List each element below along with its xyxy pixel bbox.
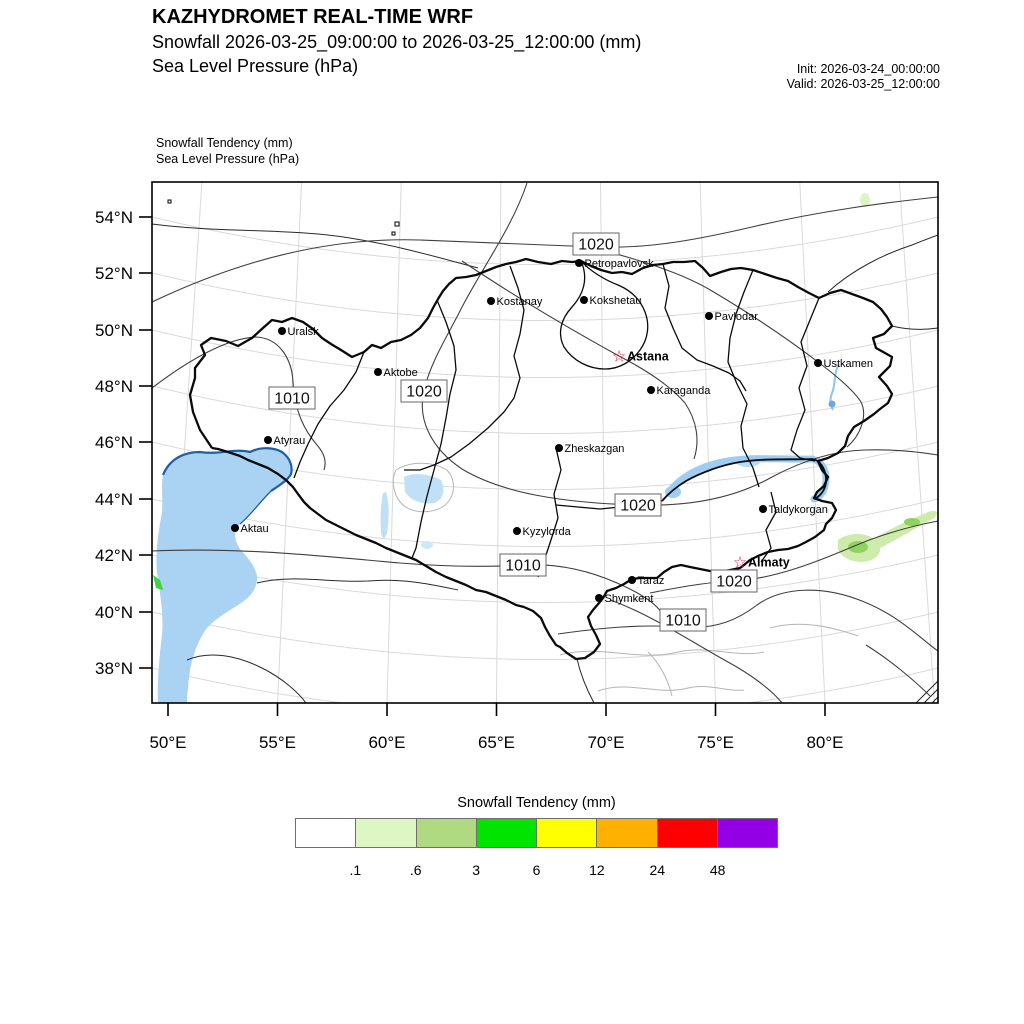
colorbar-tick-label: 6 — [532, 862, 541, 878]
init-time: Init: 2026-03-24_00:00:00 — [796, 62, 940, 76]
city-label: Shymkent — [604, 593, 654, 605]
colorbar-segment — [477, 818, 537, 848]
valid-time: Valid: 2026-03-25_12:00:00 — [786, 76, 940, 91]
graticule-parallel — [152, 330, 938, 378]
graticule-parallel — [152, 612, 938, 660]
lat-tick-label: 44°N — [95, 490, 133, 509]
aral-sea — [404, 474, 443, 503]
tiny-marks — [168, 200, 399, 235]
map-legend-line1: Snowfall Tendency (mm) — [156, 136, 293, 150]
pressure-label-text: 1020 — [716, 573, 752, 591]
city-label: Taraz — [637, 575, 665, 587]
subtitle-pressure: Sea Level Pressure (hPa) — [152, 56, 359, 76]
city-dot — [264, 436, 272, 444]
colorbar-segment — [597, 818, 657, 848]
contour-1020-north — [152, 197, 938, 302]
lon-tick-label: 70°E — [587, 733, 625, 752]
city-label: Almaty — [748, 555, 790, 570]
aral-sliver — [381, 492, 389, 538]
lat-tick-label: 54°N — [95, 208, 133, 227]
city-label: Kyzylorda — [522, 526, 571, 538]
lat-tick-label: 38°N — [95, 659, 133, 678]
city-dot — [595, 594, 603, 602]
lon-tick-label: 80°E — [806, 733, 844, 752]
colorbar-tick-label: 24 — [649, 862, 666, 878]
city-dot — [575, 259, 583, 267]
lat-tick-label: 46°N — [95, 433, 133, 452]
colorbar-tick-label: .6 — [409, 862, 422, 878]
city-label: Petropavlovsk — [584, 258, 654, 270]
subtitle-snowfall: Snowfall 2026-03-25_09:00:00 to 2026-03-25_12:00:00 (mm) — [152, 32, 642, 52]
lon-tick-label: 50°E — [149, 733, 187, 752]
lat-tick-label: 52°N — [95, 264, 133, 283]
city-dot — [555, 444, 563, 452]
city-label: Astana — [627, 349, 669, 364]
city-label: Karaganda — [656, 385, 711, 397]
city-label: Ustkamen — [823, 358, 874, 370]
city-dot — [374, 368, 382, 376]
city-dot — [759, 505, 767, 513]
city-label: Kostanay — [496, 296, 543, 308]
lat-tick-label: 40°N — [95, 603, 133, 622]
snow-streak-se-mid — [904, 518, 920, 526]
colorbar-tick-label: 48 — [709, 862, 726, 878]
city-label: Aktobe — [383, 367, 418, 379]
pressure-label-text: 1020 — [578, 236, 614, 254]
lon-tick-label: 65°E — [477, 733, 516, 752]
lon-tick-label: 75°E — [696, 733, 735, 752]
lake-zaysan — [829, 401, 836, 408]
graticule-parallel — [152, 217, 938, 265]
colorbar-segment — [295, 818, 356, 848]
graticule-parallel — [152, 668, 938, 716]
city-label: Zheskazgan — [564, 443, 625, 455]
pressure-label-text: 1010 — [274, 390, 310, 408]
city-markers — [231, 258, 873, 605]
city-label: Pavlodar — [714, 311, 758, 323]
colorbar-segment — [417, 818, 477, 848]
graticule-meridian — [387, 182, 401, 703]
city-dot — [647, 386, 655, 394]
lon-tick-label: 60°E — [368, 733, 406, 752]
colorbar-segment — [356, 818, 416, 848]
city-dot — [814, 359, 822, 367]
city-dot — [231, 524, 239, 532]
city-dot — [513, 527, 521, 535]
map-legend-line2: Sea Level Pressure (hPa) — [156, 151, 300, 166]
city-dot — [580, 296, 588, 304]
colorbar-tick-label: 12 — [589, 862, 605, 878]
pressure-label-text: 1020 — [620, 497, 656, 515]
city-dot — [487, 297, 495, 305]
lat-tick-label: 48°N — [95, 377, 133, 396]
graticule-meridian — [497, 182, 501, 703]
lat-tick-label: 42°N — [95, 546, 133, 565]
capital-star-icon: ☆ — [732, 552, 748, 572]
pressure-label-text: 1010 — [505, 557, 541, 575]
colorbar-title: Snowfall Tendency (mm) — [457, 795, 616, 811]
colorbar-tick-label: 3 — [472, 862, 481, 878]
contour-extra-se — [866, 645, 930, 696]
city-dot — [628, 576, 636, 584]
contour-ne-diagonal — [598, 249, 864, 447]
city-label: Uralsk — [287, 326, 319, 338]
colorbar-segment — [537, 818, 597, 848]
city-label: Kokshetau — [589, 295, 642, 307]
small-lake — [421, 541, 433, 549]
city-label: Atyrau — [273, 435, 306, 447]
colorbar-tick-label: .1 — [349, 862, 362, 878]
contour-1020-almaty — [650, 521, 938, 593]
lon-tick-label: 55°E — [258, 733, 297, 752]
pressure-label-text: 1010 — [665, 612, 701, 630]
colorbar-segment — [658, 818, 718, 848]
capital-star-icon: ☆ — [611, 346, 627, 366]
city-dot — [705, 312, 713, 320]
snow-patch-north — [860, 193, 870, 207]
pressure-labels — [269, 233, 757, 631]
caspian-sea — [156, 448, 291, 703]
city-label: Taldykorgan — [768, 504, 828, 516]
colorbar — [295, 818, 778, 848]
terrain-hatch — [916, 681, 938, 703]
page-title: KAZHYDROMET REAL-TIME WRF — [152, 6, 474, 28]
pressure-label-text: 1020 — [406, 383, 442, 401]
city-dot — [278, 327, 286, 335]
snow-streak-se-light — [872, 511, 937, 548]
lat-tick-label: 50°N — [95, 321, 133, 340]
colorbar-segment — [718, 818, 778, 848]
city-label: Aktau — [240, 523, 269, 535]
